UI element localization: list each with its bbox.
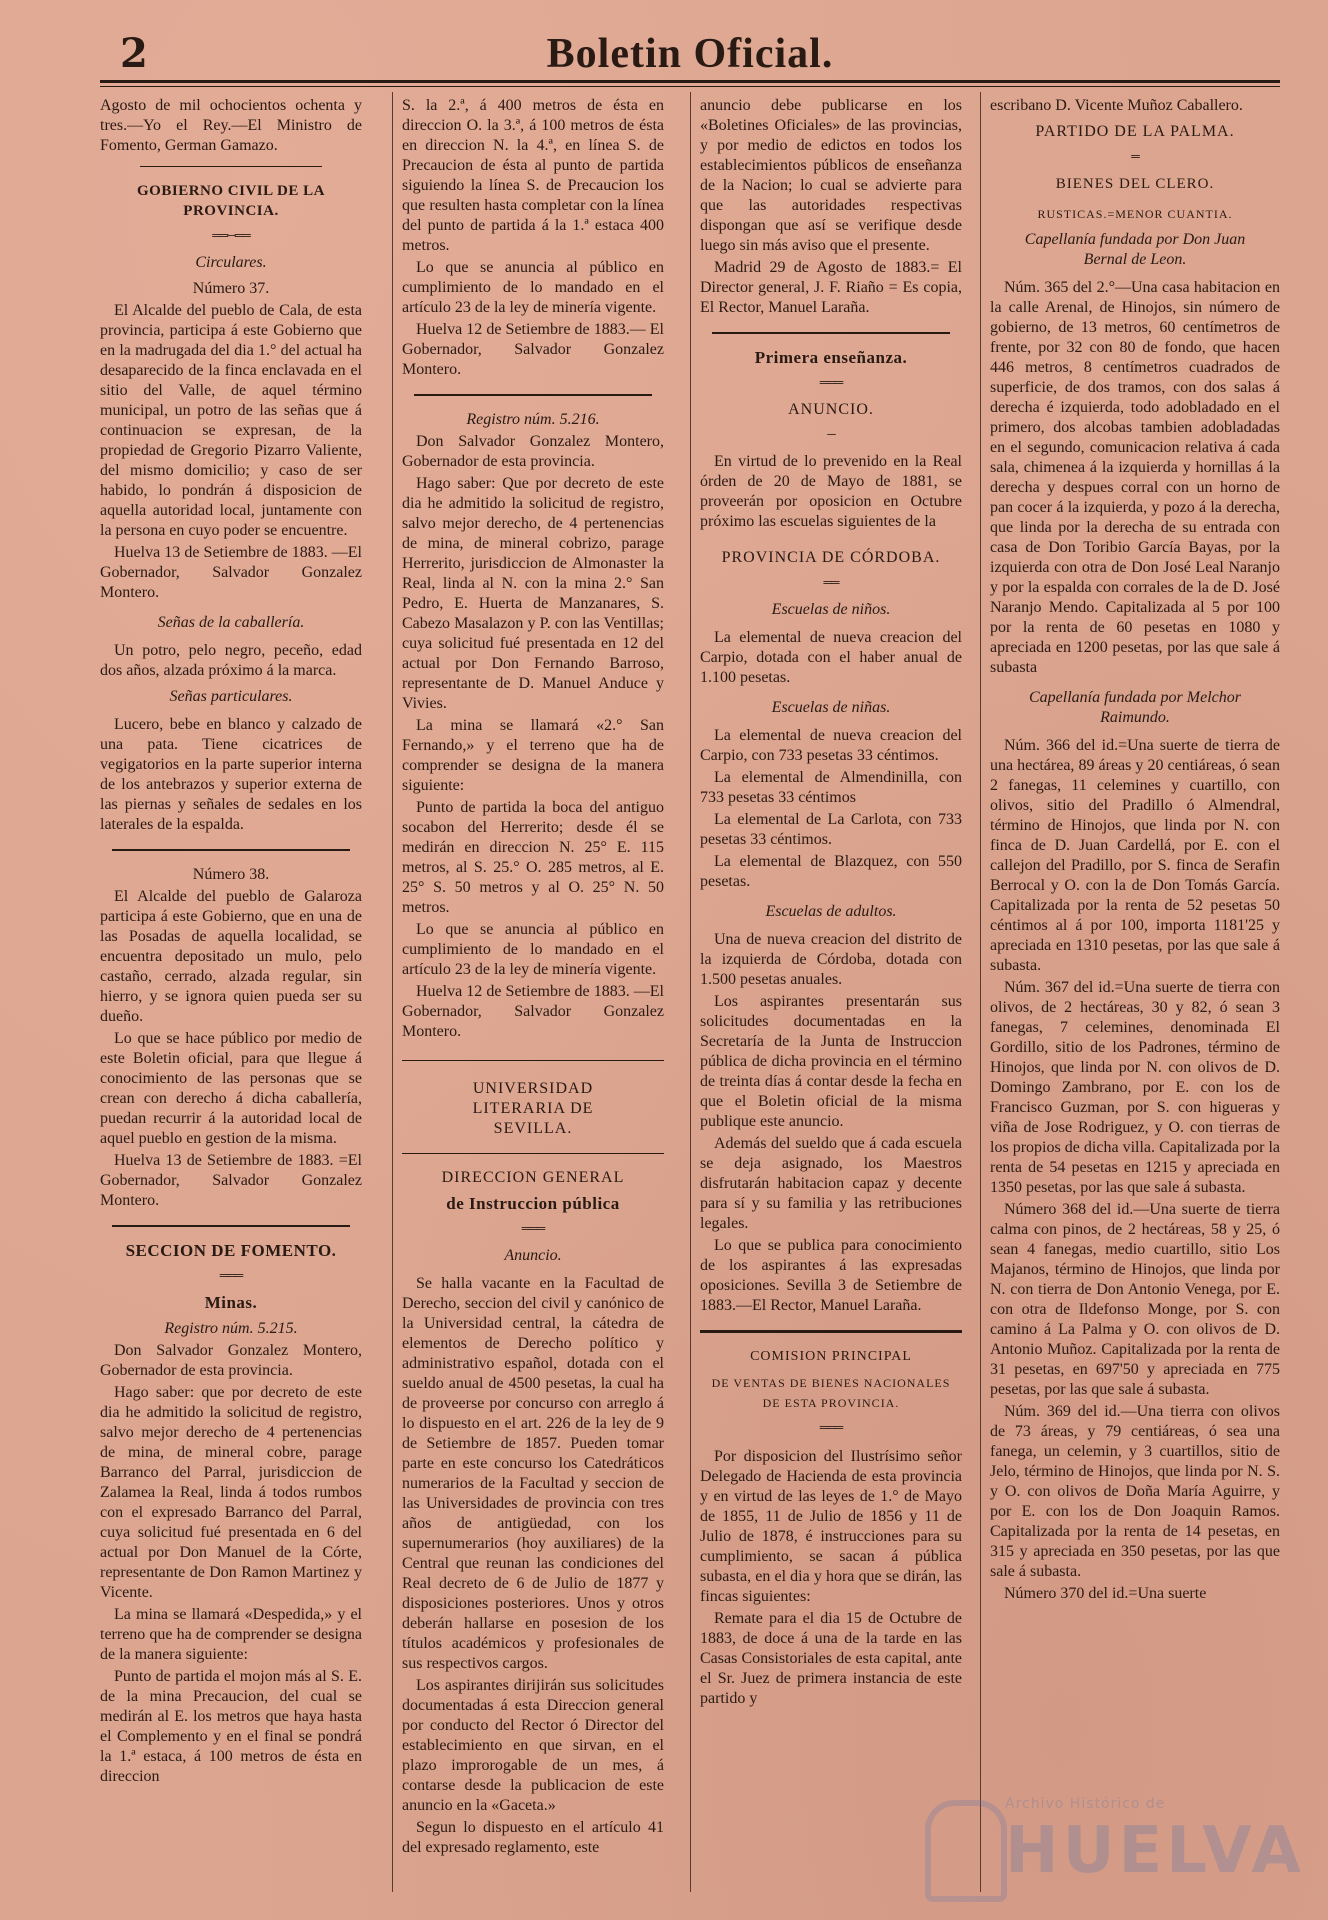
paragraph: Se halla vacante en la Facultad de Derecho, seccion del civil y canónico de la Universidad central, la cátedra de elementos de Derecho político y administrativo español, dotada con el sueldo anual de 4500 pesetas, la cual ha de proveerse por concurso con arreglo á lo dispuesto en el art. 226 de la ley de 9 de Setiembre de 1857. Pueden tomar parte en este concurso los Catedráticos numerarios de la Facultad y seccion de las Universidades de provincia con tres años de antigüedad, con los supernumerarios (hoy auxiliares) de la Central que reunan las condiciones del Real decreto de 6 de Julio de 1877 y disposiciones posteriores. Unos y otros deberán hallarse en posesion de los títulos académicos y profesionales de sus respectivos cargos. bbox=[402, 1275, 664, 1672]
separator-ornament: ─ bbox=[827, 427, 835, 441]
header-rule-thin bbox=[100, 86, 1280, 87]
section-heading: de Instruccion pública bbox=[446, 1194, 620, 1213]
section-rule bbox=[112, 1225, 350, 1227]
paragraph: Número 370 del id.=Una suerte bbox=[1004, 1585, 1207, 1602]
paragraph: Por disposicion del Ilustrísimo señor Delegado de Hacienda de esta provincia y en virtud de las leyes de 1.° de Mayo de 1855, 11 de Julio de 1856 y 11 de Julio de 1878, é instrucciones para su cumplimiento, se sacan á pública subasta, en el dia y hora que se dirán, las fincas siguientes: bbox=[700, 1448, 962, 1605]
paragraph: Madrid 29 de Agosto de 1883.= El Director general, J. F. Riaño = Es copia, El Rector, Manuel Laraña. bbox=[700, 259, 962, 316]
paragraph: Núm. 367 del id.=Una suerte de tierra con olivos, de 2 hectáreas, 30 y 82, ó sean 3 fanegas, 7 celemines, denominada El Gordillo, sitio de los Padrones, término de Hinojos, que linda por N. con olivos de D. Domingo Zambrano, por E. con los de Francisco Guzman, por S. con higueras y viña de Jose Rodriguez, y O. con tierras de los propios de dicha villa. Capitalizada por la renta de 54 pesetas en 1215 y apreciada en 1350 pesetas, por las que sale á subasta. bbox=[990, 979, 1280, 1196]
subsection-heading: Circulares. bbox=[195, 254, 267, 271]
separator-ornament: ══ bbox=[823, 575, 839, 589]
paragraph: Lucero, bebe en blanco y calzado de una pata. Tiene cicatrices de vegigatorios en la parte superior interna de los antebrazos y superior externa de las piernas y señales de sedales en los laterales de la espalda. bbox=[100, 716, 362, 833]
paragraph: El Alcalde del pueblo de Cala, de esta provincia, participa á este Gobierno que en la madrugada del dia 1.° del actual ha desaparecido de la finca enclavada en el sitio del Valle, de aquel término municipal, un potro de las señas que á continuacion se expresan, de la propiedad de Gregorio Pizarro Valiente, del mismo domicilio; y caso de ser habido, lo pondrán á disposicion de aquella autoridad local, juntamente con la persona en cuyo poder se encuentre. bbox=[100, 302, 362, 539]
section-rule bbox=[402, 1060, 664, 1061]
paragraph: La mina se llamará «2.° San Fernando,» y el terreno que ha de comprender se designa de la manera siguiente: bbox=[402, 717, 664, 794]
watermark-small-text: Archivo Histórico de bbox=[1005, 1796, 1166, 1812]
paragraph: Un potro, pelo negro, peceño, edad dos años, alzada próximo á la marca. bbox=[100, 642, 362, 679]
paragraph: Don Salvador Gonzalez Montero, Gobernador de esta provincia. bbox=[402, 433, 664, 470]
subsection-heading: Escuelas de niños. bbox=[771, 601, 891, 618]
column-divider bbox=[980, 92, 981, 1892]
paragraph: Lo que se anuncia al público en cumplimiento de lo mandado en el artículo 23 de la ley de minería vigente. bbox=[402, 259, 664, 316]
paragraph: Punto de partida la boca del antiguo socabon del Herrerito; desde él se medirán en direccion N. 25° E. 115 metros, al S. 25.° O. 285 metros, al E. 25° S. 50 metros y al O. 25° N. 50 metros. bbox=[402, 799, 664, 916]
section-heading: COMISION PRINCIPAL bbox=[750, 1349, 912, 1364]
paragraph: Número 368 del id.—Una suerte de tierra calma con pinos, de 2 hectáreas, 58 y 25, ó sean 4 fanegas, medio cuartillo, sitio Los Majanos, término de Hinojos, que linda por N. con tierra de Don Antonio Venega, por E. con otra de Ildefonso Monge, por S. con camino á La Palma y O. con olivos de D. Antonio Muñoz. Capitalizada por la renta de 31 pesetas, en 697'50 y apreciada en 775 pesetas, por las que sale á subasta. bbox=[990, 1201, 1280, 1398]
paragraph: Hago saber: Que por decreto de este dia he admitido la solicitud de registro, salvo mejor derecho, de 4 pertenencias de mina, de mineral cobrizo, parage Herrerito, jurisdiccion de Almonaster la Real, linda al N. con la mina 2.° San Pedro, E. Huerta de Manzanares, S. Cabezo Masalazon y P. con las Ventillas; cuya solicitud fué presentada en 12 del actual por Don Fernando Barroso, representante de D. Manuel Anduce y Vivies. bbox=[402, 475, 664, 712]
paragraph: El Alcalde del pueblo de Galaroza participa á este Gobierno, que en una de las Posadas de aquella localidad, se encuentra depositado un mulo, pelo castaño, cerrado, alzada regular, sin hierro, y se ignora quien pueda ser su dueño. bbox=[100, 888, 362, 1025]
paragraph: En virtud de lo prevenido en la Real órden de 20 de Mayo de 1881, se proveerán por oposicion en Octubre próximo las escuelas siguientes de la bbox=[700, 453, 962, 530]
page-number: 2 bbox=[120, 30, 148, 77]
column-2 bbox=[402, 96, 664, 1860]
section-heading: PARTIDO DE LA PALMA. bbox=[1035, 123, 1235, 140]
paragraph: La elemental de Blazquez, con 550 pesetas. bbox=[700, 853, 962, 890]
paragraph: Lo que se hace público por medio de este Boletin oficial, para que llegue á conocimiento de las personas que se crean con derecho á dicha caballería, puedan recurrir á la autoridad local de aquel pueblo en gestion de la misma. bbox=[100, 1030, 362, 1147]
section-heading: BIENES DEL CLERO. bbox=[1055, 176, 1215, 192]
paragraph: Núm. 369 del id.—Una tierra con olivos de 73 áreas, y 79 centiáreas, ó sea una fanega, un celemin, y 3 cuartillos, sitio de Jelo, término de Hinojos, que linda por N. S. y O. con olivos de Doña María Aguirre, y por E. con los de Don Joaquin Ramos. Capitalizada por la renta de 14 pesetas, en 315 y apreciada en 350 pesetas, por las que sale á subasta. bbox=[990, 1403, 1280, 1580]
paragraph: Núm. 365 del 2.°—Una casa habitacion en la calle Arenal, de Hinojos, sin número de gobierno, de 13 metros, 60 centímetros de frente, por 32 con 80 de fondo, que hacen 446 metros, 8 centímetros cuadrados de superficie, de dos tramos, con dos salas á derecha é izquierda, todo adobladado en el primero, dos alcobas tambien adobladadas en el segundo, comunicacion relativa á cada sala, chimenea á la izquierda y hornillas á la derecha y despues corral con un horno de pan cocer á la izquierda, y pozo á la derecha, que linda por la derecha de su entrada con casa de Don Toribio García Bayas, por la izquierda con otra de Don José Leal Naranjo y por la espalda con corrales de la de D. José Naranjo Mendo. Capitalizada al 5 por 100 por la renta de 60 pesetas en 1080 y apreciada en 1200 pesetas, por las que sale á subasta bbox=[990, 279, 1280, 676]
watermark-big-text: HUELVA bbox=[1005, 1814, 1305, 1888]
paragraph: Don Salvador Gonzalez Montero, Gobernador de esta provincia. bbox=[100, 1342, 362, 1379]
section-rule bbox=[402, 1153, 664, 1154]
paragraph: Lo que se anuncia al público en cumplimiento de lo mandado en el artículo 23 de la ley de minería vigente. bbox=[402, 921, 664, 978]
paragraph: Huelva 12 de Setiembre de 1883. —El Gobernador, Salvador Gonzalez Montero. bbox=[402, 983, 664, 1040]
paragraph: Una de nueva creacion del distrito de la izquierda de Córdoba, dotada con 1.500 pesetas anuales. bbox=[700, 931, 962, 988]
section-heading: GOBIERNO CIVIL DE LA PROVINCIA. bbox=[137, 183, 325, 219]
paragraph: La elemental de nueva creacion del Carpio, dotada con el haber anual de 1.100 pesetas. bbox=[700, 629, 962, 686]
paragraph: La mina se llamará «Despedida,» y el terreno que ha de comprender se designa de la manera siguiente: bbox=[100, 1606, 362, 1663]
subsection-heading: Capellanía fundada por Melchor Raimundo. bbox=[1029, 689, 1241, 726]
subsection-heading: ANUNCIO. bbox=[788, 401, 874, 418]
paragraph: Segun lo dispuesto en el artículo 41 del expresado reglamento, este bbox=[402, 1819, 664, 1856]
page-header bbox=[100, 26, 1280, 78]
subsection-heading: Escuelas de adultos. bbox=[765, 903, 897, 920]
column-divider bbox=[392, 92, 393, 1892]
paragraph: Además del sueldo que á cada escuela se deja asignado, los Maestros disfrutarán habitacion capaz y decente para sí y su familia y las retribuciones legales. bbox=[700, 1135, 962, 1232]
separator-ornament: ═══ bbox=[219, 1268, 243, 1282]
paragraph: Remate para el dia 15 de Octubre de 1883, de doce á una de la tarde en las Casas Consistoriales de esta capital, ante el Sr. Juez de primera instancia de este partido y bbox=[700, 1610, 962, 1707]
column-4 bbox=[990, 96, 1280, 1606]
newspaper-title: Boletin Oficial. bbox=[546, 31, 834, 77]
paragraph: Hago saber: que por decreto de este dia he admitido la solicitud de registro, salvo mejor derecho de 4 pertenencias de mina, de mineral cobre, parage Barranco del Parral, jurisdiccion de Zalamea la Real, linda á todos rumbos con el expresado Barranco del Parral, cuya solicitud fué presentada en 6 del actual por Don Manuel de la Córte, representante de Don Ramon Martinez y Vicente. bbox=[100, 1384, 362, 1601]
separator-ornament: ═══ bbox=[819, 375, 843, 389]
subsection-heading: Capellanía fundada por Don Juan Bernal de Leon. bbox=[1024, 231, 1246, 268]
registry-heading: Registro núm. 5.216. bbox=[466, 411, 600, 428]
paragraph: La elemental de nueva creacion del Carpio, con 733 pesetas 33 céntimos. bbox=[700, 727, 962, 764]
notice-number: Número 38. bbox=[192, 866, 270, 883]
paragraph: anuncio debe publicarse en los «Boletines Oficiales» de las provincias, y por medio de edictos en todos los establecimientos públicos de enseñanza de la Nacion; lo cual se advierte para que las autoridades respectivas dispongan que así se verifique desde luego sin más aviso que el presente. bbox=[700, 97, 962, 254]
notice-number: Número 37. bbox=[192, 280, 270, 297]
section-rule bbox=[700, 1330, 962, 1333]
registry-heading: Registro núm. 5.215. bbox=[164, 1320, 298, 1337]
header-rule bbox=[100, 80, 1280, 83]
section-rule bbox=[112, 849, 350, 851]
paragraph: escribano D. Vicente Muñoz Caballero. bbox=[990, 97, 1243, 114]
archive-watermark bbox=[925, 1790, 1305, 1900]
section-heading: Primera enseñanza. bbox=[754, 348, 908, 367]
section-heading: DIRECCION GENERAL bbox=[441, 1169, 625, 1186]
subsection-heading: RUSTICAS.=MENOR CUANTIA. bbox=[1037, 207, 1233, 221]
column-divider bbox=[690, 92, 691, 1892]
subsection-heading: Escuelas de niñas. bbox=[771, 699, 891, 716]
paragraph: Agosto de mil ochocientos ochenta y tres.—Yo el Rey.—El Ministro de Fomento, German Gamazo. bbox=[100, 97, 362, 154]
section-rule bbox=[712, 332, 950, 334]
paragraph: Los aspirantes dirijirán sus solicitudes documentadas á esta Direccion general por conducto del Rector ó Director del establecimiento en que sirvan, en el plazo improrogable de un mes, á contarse desde la publicacion de este anuncio en la «Gaceta.» bbox=[402, 1677, 664, 1814]
paragraph: La elemental de La Carlota, con 733 pesetas 33 céntimos. bbox=[700, 811, 962, 848]
province-heading: PROVINCIA DE CÓRDOBA. bbox=[721, 549, 941, 566]
paragraph: Lo que se publica para conocimiento de los aspirantes á las expresadas oposiciones. Sevilla 3 de Setiembre de 1883.—El Rector, Manuel Laraña. bbox=[700, 1237, 962, 1314]
section-rule bbox=[140, 166, 322, 167]
archive-logo-icon bbox=[925, 1800, 1007, 1902]
subsection-heading: Señas particulares. bbox=[169, 688, 293, 705]
section-subheading: DE VENTAS DE BIENES NACIONALES DE ESTA PROVINCIA. bbox=[711, 1376, 951, 1410]
separator-ornament: ══─══ bbox=[212, 228, 250, 242]
subsection-heading: Minas. bbox=[204, 1293, 258, 1312]
paragraph: Huelva 12 de Setiembre de 1883.— El Gobernador, Salvador Gonzalez Montero. bbox=[402, 321, 664, 378]
separator-ornament: ═══ bbox=[521, 1221, 545, 1235]
separator-ornament: ═══ bbox=[819, 1420, 843, 1434]
paragraph: La elemental de Almendinilla, con 733 pesetas 33 céntimos bbox=[700, 769, 962, 806]
paragraph: S. la 2.ª, á 400 metros de ésta en direccion O. la 3.ª, á 100 metros de ésta en direccion N. la 4.ª, en línea S. de Precaucion de ésta al punto de partida siguiendo la línea S. de Precaucion los que resulten hasta completar con la línea del punto de partida á la 1.ª estaca 400 metros. bbox=[402, 97, 664, 254]
paragraph: Los aspirantes presentarán sus solicitudes documentadas en la Secretaría de la Junta de Instruccion pública de dicha provincia en el término de treinta días á contar desde la fecha en que el Boletin oficial de la misma publique este anuncio. bbox=[700, 993, 962, 1130]
section-rule bbox=[414, 394, 652, 396]
paragraph: Núm. 366 del id.=Una suerte de tierra de una hectárea, 89 áreas y 20 centiáreas, ó sean 2 fanegas, 11 celemines y cuartillo, con olivos, sitio del Pradillo ó Almendral, término de Hinojos, que linda por N. con finca de D. Juan Cardellá, por E. con el callejon del Pradillo, por S. finca de Serafin Berrocal y O. con la de Don Tomás García. Capitalizada por la renta de 52 pesetas 50 céntimos al á por 100, importa 1181'25 y apreciada en 1310 pesetas, por las que sale á subasta. bbox=[990, 737, 1280, 974]
paragraph: Punto de partida el mojon más al S. E. de la mina Precaucion, del cual se medirán al E. los metros que haya hasta el Complemento y en el final se pondrá la 1.ª estaca, á 100 metros de ésta en direccion bbox=[100, 1668, 362, 1785]
subsection-heading: Señas de la caballería. bbox=[157, 614, 305, 631]
separator-ornament: ═ bbox=[1131, 149, 1139, 163]
paragraph: Huelva 13 de Setiembre de 1883. —El Gobernador, Salvador Gonzalez Montero. bbox=[100, 544, 362, 601]
section-heading: UNIVERSIDAD LITERARIA DE SEVILLA. bbox=[472, 1080, 594, 1137]
paragraph: Huelva 13 de Setiembre de 1883. =El Gobernador, Salvador Gonzalez Montero. bbox=[100, 1152, 362, 1209]
column-1 bbox=[100, 96, 362, 1789]
column-3 bbox=[700, 96, 962, 1711]
subsection-heading: Anuncio. bbox=[504, 1247, 562, 1264]
section-heading: SECCION DE FOMENTO. bbox=[125, 1241, 337, 1260]
